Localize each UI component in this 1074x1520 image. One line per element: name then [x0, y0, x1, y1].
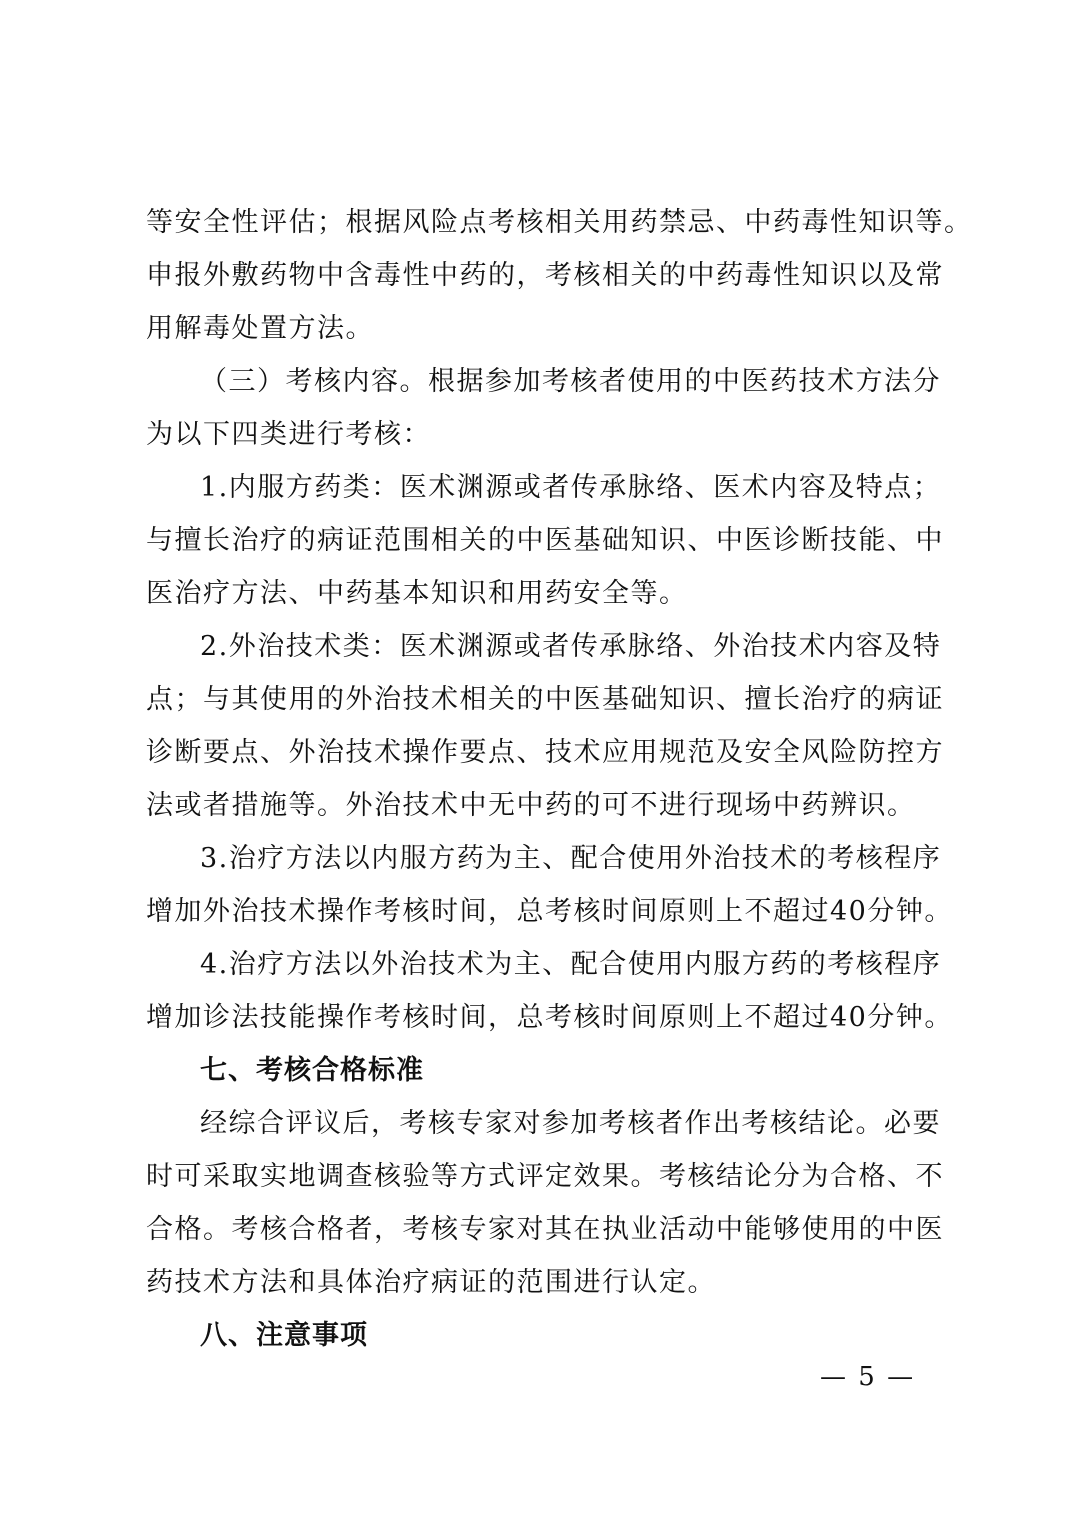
text-line: 时可采取实地调查核验等方式评定效果。考核结论分为合格、不	[146, 1161, 944, 1192]
text-line: 合格。考核合格者，考核专家对其在执业活动中能够使用的中医	[146, 1214, 944, 1245]
text-line: 与擅长治疗的病证范围相关的中医基础知识、中医诊断技能、中	[146, 525, 944, 556]
paragraph-external-technique	[146, 620, 946, 832]
paragraph-internal-medicine	[146, 461, 946, 620]
section-heading-qualification-standard: 七、考核合格标准	[200, 1055, 424, 1086]
text-line: 药技术方法和具体治疗病证的范围进行认定。	[146, 1267, 716, 1298]
text-line: （三）考核内容。根据参加考核者使用的中医药技术方法分	[200, 366, 941, 397]
text-line: 经综合评议后，考核专家对参加考核者作出考核结论。必要	[200, 1108, 941, 1139]
text-line: 医治疗方法、中药基本知识和用药安全等。	[146, 578, 688, 609]
text-line: 等安全性评估；根据风险点考核相关用药禁忌、中药毒性知识等。	[146, 207, 973, 238]
section-heading-notes: 八、注意事项	[200, 1320, 368, 1351]
text-line: 点；与其使用的外治技术相关的中医基础知识、擅长治疗的病证	[146, 684, 944, 715]
page-number: — 5 —	[820, 1362, 916, 1392]
document-body	[146, 196, 973, 1362]
text-line: 法或者措施等。外治技术中无中药的可不进行现场中药辨识。	[146, 790, 916, 821]
text-line: 申报外敷药物中含毒性中药的，考核相关的中药毒性知识以及常	[146, 260, 944, 291]
paragraph-external-primary	[146, 938, 953, 1044]
text-line: 增加诊法技能操作考核时间，总考核时间原则上不超过40分钟。	[146, 1002, 953, 1033]
paragraph-safety-assessment	[146, 196, 973, 355]
text-line: 4.治疗方法以外治技术为主、配合使用内服方药的考核程序	[200, 949, 942, 980]
text-line: 3.治疗方法以内服方药为主、配合使用外治技术的考核程序	[200, 843, 942, 874]
text-line: 增加外治技术操作考核时间，总考核时间原则上不超过40分钟。	[146, 896, 953, 927]
text-line: 为以下四类进行考核：	[146, 419, 431, 450]
text-line: 2.外治技术类：医术渊源或者传承脉络、外治技术内容及特	[200, 631, 942, 662]
paragraph-internal-primary	[146, 832, 953, 938]
paragraph-qualification-standard	[146, 1097, 946, 1309]
text-line: 1.内服方药类：医术渊源或者传承脉络、医术内容及特点；	[200, 472, 942, 503]
text-line: 诊断要点、外治技术操作要点、技术应用规范及安全风险防控方	[146, 737, 944, 768]
paragraph-assessment-content	[146, 355, 946, 461]
text-line: 用解毒处置方法。	[146, 313, 374, 344]
